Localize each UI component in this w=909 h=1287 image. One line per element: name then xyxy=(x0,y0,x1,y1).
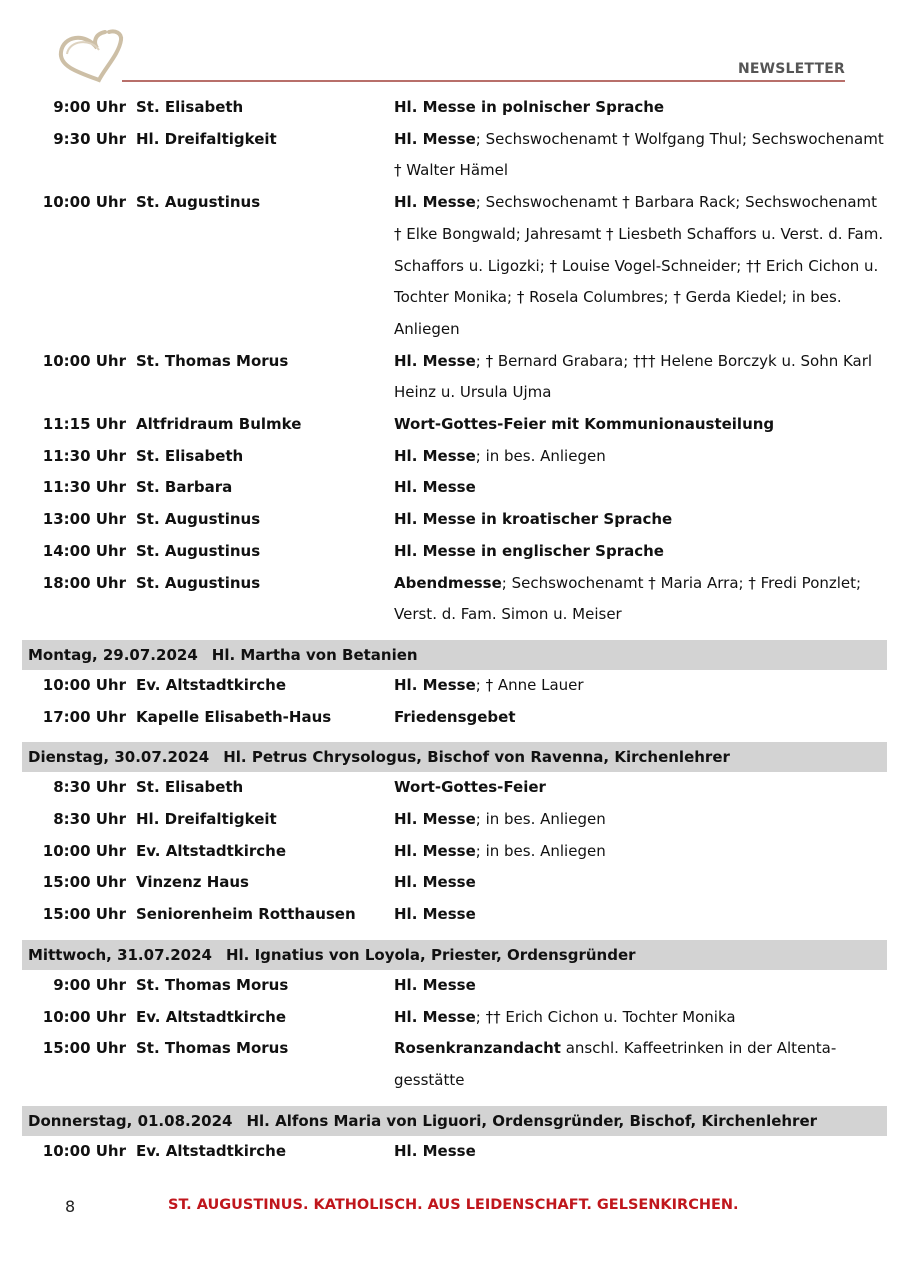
schedule-entry xyxy=(22,568,887,631)
day-date: Mittwoch, 31.07.2024 xyxy=(28,945,212,964)
entry-place: Vinzenz Haus xyxy=(136,873,249,892)
entry-description xyxy=(394,536,887,568)
entry-time: 10:00 Uhr xyxy=(42,675,126,694)
day-date: Montag, 29.07.2024 xyxy=(28,645,198,664)
entry-place: St. Augustinus xyxy=(136,573,261,592)
entry-description xyxy=(394,346,887,409)
entry-description xyxy=(394,970,887,1002)
entry-details: ; in bes. Anliegen xyxy=(475,841,606,860)
entry-title: Hl. Messe xyxy=(394,1141,476,1160)
entry-description xyxy=(394,441,887,473)
entry-title: Hl. Messe xyxy=(394,478,476,497)
day-header xyxy=(22,940,887,970)
schedule-entry xyxy=(22,441,887,473)
entry-details: ; † Anne Lauer xyxy=(475,675,584,694)
entry-details: ; †† Erich Cichon u. Tochter Monika xyxy=(475,1007,736,1026)
entry-title: Hl. Messe xyxy=(394,193,476,212)
schedule-entry xyxy=(22,92,887,124)
entry-title: Hl. Messe xyxy=(394,129,476,148)
schedule-entry xyxy=(22,1033,887,1096)
day-saint: Hl. Ignatius von Loyola, Priester, Ordensgründer xyxy=(225,945,636,964)
entry-description xyxy=(394,187,887,346)
entry-place: St. Barbara xyxy=(136,478,233,497)
entry-details: ; in bes. Anliegen xyxy=(475,810,606,829)
schedule-entry xyxy=(22,970,887,1002)
entry-title: Hl. Messe in englischer Sprache xyxy=(394,541,664,560)
schedule-entry xyxy=(22,346,887,409)
schedule-entry xyxy=(22,1002,887,1034)
entry-place: Hl. Dreifaltigkeit xyxy=(136,129,277,148)
schedule-entry xyxy=(22,836,887,868)
day-header xyxy=(22,742,887,772)
entry-place: St. Augustinus xyxy=(136,193,261,212)
newsletter-label: NEWSLETTER xyxy=(737,61,845,77)
entry-time: 9:30 Uhr xyxy=(53,129,126,148)
entry-place: St. Thomas Morus xyxy=(136,351,289,370)
entry-place: Altfridraum Bulmke xyxy=(136,415,302,434)
header-rule xyxy=(122,80,845,82)
entry-title: Hl. Messe xyxy=(394,810,476,829)
entry-title: Wort-Gottes-Feier mit Kommunionausteilung xyxy=(394,415,775,434)
day-header xyxy=(22,640,887,670)
entry-description xyxy=(394,1136,887,1168)
entry-title: Hl. Messe xyxy=(394,675,476,694)
schedule-entry xyxy=(22,536,887,568)
day-section xyxy=(22,742,887,931)
schedule-entry xyxy=(22,472,887,504)
entry-description xyxy=(394,867,887,899)
day-section xyxy=(22,940,887,1097)
entry-title: Abendmesse xyxy=(394,573,502,592)
entry-place: Kapelle Elisabeth-Haus xyxy=(136,707,332,726)
entry-time: 11:30 Uhr xyxy=(42,478,126,497)
schedule-entry xyxy=(22,772,887,804)
entry-place: St. Augustinus xyxy=(136,541,261,560)
entry-description xyxy=(394,899,887,931)
heart-logo-icon xyxy=(55,28,127,84)
schedule-entry xyxy=(22,804,887,836)
entry-time: 8:30 Uhr xyxy=(53,778,126,797)
entry-description xyxy=(394,702,887,734)
entry-details: ; † Bernard Grabara; ††† Helene Borczyk u. Sohn Karl Heinz u. Ursula Ujma xyxy=(394,351,873,402)
entry-place: St. Thomas Morus xyxy=(136,1039,289,1058)
entry-time: 10:00 Uhr xyxy=(42,1007,126,1026)
entry-time: 15:00 Uhr xyxy=(42,1039,126,1058)
entry-time: 10:00 Uhr xyxy=(42,1141,126,1160)
entry-place: St. Elisabeth xyxy=(136,98,244,116)
entry-time: 8:30 Uhr xyxy=(53,810,126,829)
entry-time: 17:00 Uhr xyxy=(42,707,126,726)
day-saint: Hl. Petrus Chrysologus, Bischof von Ravenna, Kirchenlehrer xyxy=(223,748,730,767)
entry-time: 15:00 Uhr xyxy=(42,873,126,892)
entry-description xyxy=(394,92,887,124)
entry-title: Hl. Messe xyxy=(394,841,476,860)
entry-place: St. Augustinus xyxy=(136,510,261,529)
entry-time: 10:00 Uhr xyxy=(42,193,126,212)
entry-time: 11:15 Uhr xyxy=(42,415,126,434)
entry-details: ; Sechswochenamt † Barbara Rack; Sechswochenamt † Elke Bongwald; Jahresamt † Liesbeth Schaffors u. Verst. d. Fam. Schaffors u. Ligozki; † Louise Vogel-Schneider; †† Erich Cichon u. Tochter Monika; † Rosela Columbres; † Gerda Kiedel; in bes. Anliegen xyxy=(394,193,884,338)
schedule-entry xyxy=(22,504,887,536)
entry-place: St. Elisabeth xyxy=(136,778,244,797)
entry-time: 18:00 Uhr xyxy=(42,573,126,592)
entry-place: Seniorenheim Rotthausen xyxy=(136,905,356,924)
entry-description xyxy=(394,836,887,868)
entry-title: Hl. Messe xyxy=(394,905,476,924)
entry-title: Hl. Messe xyxy=(394,351,476,370)
entry-details: ; in bes. Anliegen xyxy=(475,446,606,465)
entry-details: ; Sechswochenamt † Wolfgang Thul; Sechswochenamt † Walter Hämel xyxy=(394,129,884,180)
entry-title: Hl. Messe xyxy=(394,446,476,465)
day-saint: Hl. Martha von Betanien xyxy=(211,645,418,664)
page-number: 8 xyxy=(65,1197,76,1216)
sunday-continued-list xyxy=(22,92,887,631)
entry-title: Hl. Messe in polnischer Sprache xyxy=(394,98,665,116)
day-section xyxy=(22,640,887,733)
page-header xyxy=(0,0,909,95)
footer-slogan: ST. AUGUSTINUS. KATHOLISCH. AUS LEIDENSCHAFT. GELSENKIRCHEN. xyxy=(168,1197,739,1213)
day-section xyxy=(22,1106,887,1168)
schedule-entry xyxy=(22,1136,887,1168)
entry-description xyxy=(394,772,887,804)
entry-title: Hl. Messe xyxy=(394,975,476,994)
entry-place: Ev. Altstadtkirche xyxy=(136,1007,287,1026)
entry-place: Hl. Dreifaltigkeit xyxy=(136,810,277,829)
day-header xyxy=(22,1106,887,1136)
entry-description xyxy=(394,409,887,441)
entry-title: Hl. Messe xyxy=(394,873,476,892)
entry-title: Hl. Messe xyxy=(394,1007,476,1026)
schedule-entry xyxy=(22,867,887,899)
entry-time: 10:00 Uhr xyxy=(42,841,126,860)
entry-description xyxy=(394,124,887,187)
entry-details: ; Sechswochenamt † Maria Arra; † Fredi Ponzlet; Verst. d. Fam. Simon u. Meiser xyxy=(394,573,862,624)
entry-place: Ev. Altstadtkirche xyxy=(136,841,287,860)
schedule-entry xyxy=(22,409,887,441)
entry-time: 11:30 Uhr xyxy=(42,446,126,465)
schedule-entry xyxy=(22,124,887,187)
entry-time: 15:00 Uhr xyxy=(42,905,126,924)
schedule-entry xyxy=(22,187,887,346)
day-date: Dienstag, 30.07.2024 xyxy=(28,748,210,767)
entry-description xyxy=(394,1033,887,1096)
entry-title: Friedensgebet xyxy=(394,707,516,726)
entry-description xyxy=(394,568,887,631)
entry-time: 9:00 Uhr xyxy=(53,975,126,994)
schedule-entry xyxy=(22,899,887,931)
day-sections xyxy=(22,640,887,1167)
entry-place: St. Thomas Morus xyxy=(136,975,289,994)
entry-details: anschl. Kaffeetrinken in der Altentagesstätte xyxy=(394,1039,837,1089)
entry-time: 9:00 Uhr xyxy=(53,98,126,116)
entry-description xyxy=(394,670,887,702)
entry-description xyxy=(394,1002,887,1034)
day-saint: Hl. Alfons Maria von Liguori, Ordensgründer, Bischof, Kirchenlehrer xyxy=(246,1111,818,1130)
entry-place: Ev. Altstadtkirche xyxy=(136,1141,287,1160)
schedule-entry xyxy=(22,670,887,702)
schedule xyxy=(22,92,887,1167)
entry-description xyxy=(394,804,887,836)
day-date: Donnerstag, 01.08.2024 xyxy=(28,1111,233,1130)
entry-time: 14:00 Uhr xyxy=(42,541,126,560)
entry-place: Ev. Altstadtkirche xyxy=(136,675,287,694)
schedule-entry xyxy=(22,702,887,734)
entry-description xyxy=(394,472,887,504)
entry-title: Rosenkranzandacht xyxy=(394,1039,561,1058)
entry-place: St. Elisabeth xyxy=(136,446,244,465)
entry-description xyxy=(394,504,887,536)
entry-time: 10:00 Uhr xyxy=(42,351,126,370)
entry-title: Hl. Messe in kroatischer Sprache xyxy=(394,510,673,529)
entry-time: 13:00 Uhr xyxy=(42,510,126,529)
entry-title: Wort-Gottes-Feier xyxy=(394,778,546,797)
